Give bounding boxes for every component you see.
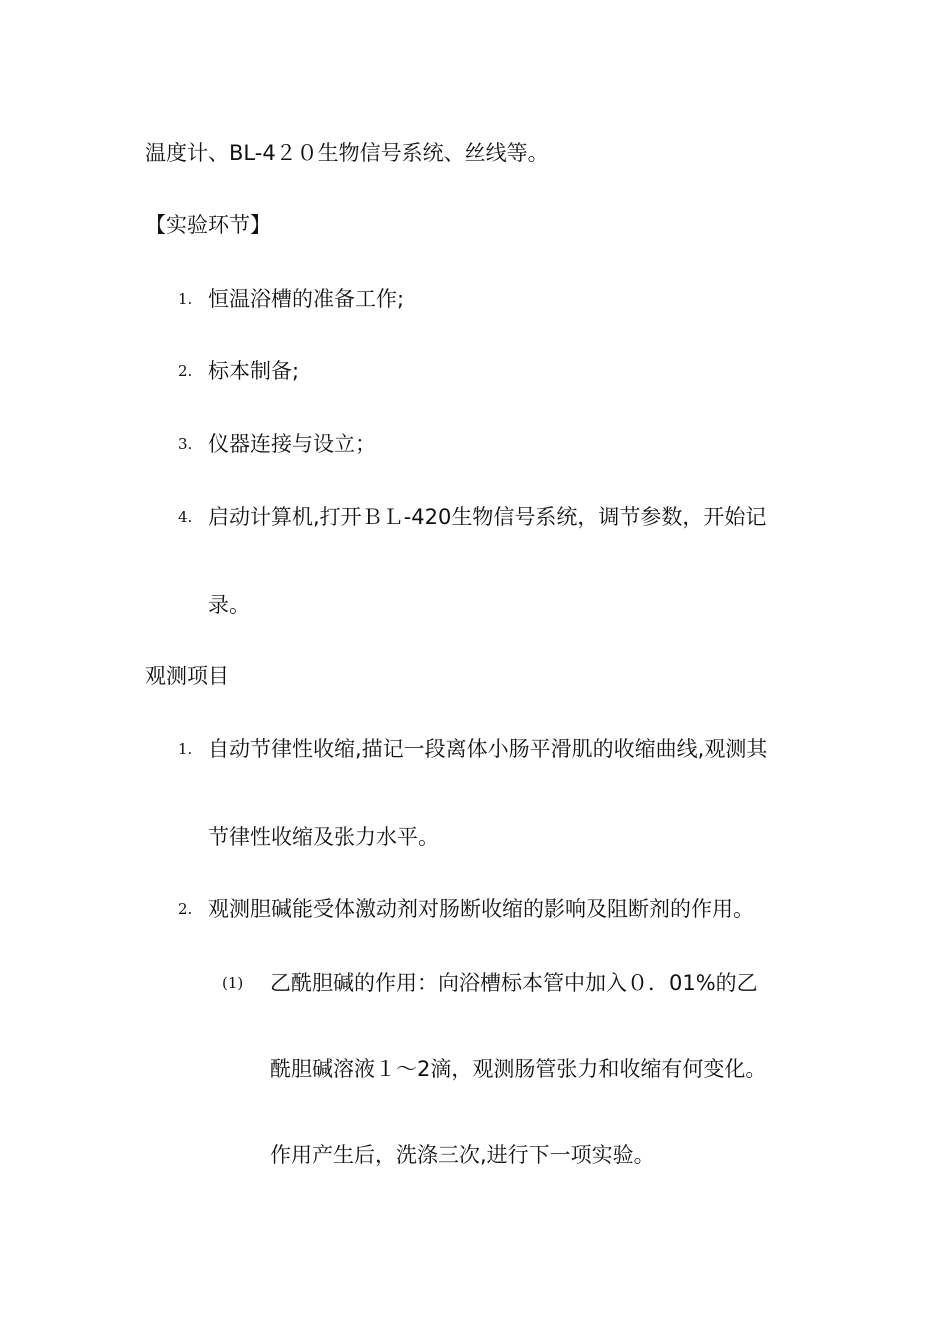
sub-item-line: 乙酰胆碱的作用：向浴槽标本管中加入０．01%的乙 <box>270 971 758 995</box>
step-number: 3. <box>178 435 193 453</box>
section-heading: 【实验环节】 <box>145 213 271 237</box>
step-text: 恒温浴槽的准备工作; <box>208 287 405 311</box>
step-number: 2. <box>178 362 193 380</box>
observation-number: 1. <box>178 740 193 758</box>
observation-heading: 观测项目 <box>145 664 229 688</box>
intro-line: 温度计、BL-4２０生物信号系统、丝线等。 <box>145 141 549 165</box>
observation-continuation: 节律性收缩及张力水平。 <box>208 825 439 849</box>
step-continuation: 录。 <box>208 593 250 617</box>
sub-item-number: (1) <box>222 974 244 992</box>
step-text: 标本制备; <box>208 359 300 383</box>
observation-text: 自动节律性收缩,描记一段离体小肠平滑肌的收缩曲线,观测其 <box>208 737 768 761</box>
observation-text: 观测胆碱能受体激动剂对肠断收缩的影响及阻断剂的作用。 <box>208 897 754 921</box>
step-number: 1. <box>178 290 193 308</box>
step-text: 启动计算机,打开ＢＬ-420生物信号系统，调节参数，开始记 <box>208 505 767 529</box>
step-number: 4. <box>178 508 193 526</box>
observation-number: 2. <box>178 900 193 918</box>
step-text: 仪器连接与设立； <box>208 432 376 456</box>
sub-item-line: 作用产生后，洗涤三次,进行下一项实验。 <box>270 1143 655 1167</box>
sub-item-line: 酰胆碱溶液１～2滴，观测肠管张力和收缩有何变化。 <box>270 1057 767 1081</box>
